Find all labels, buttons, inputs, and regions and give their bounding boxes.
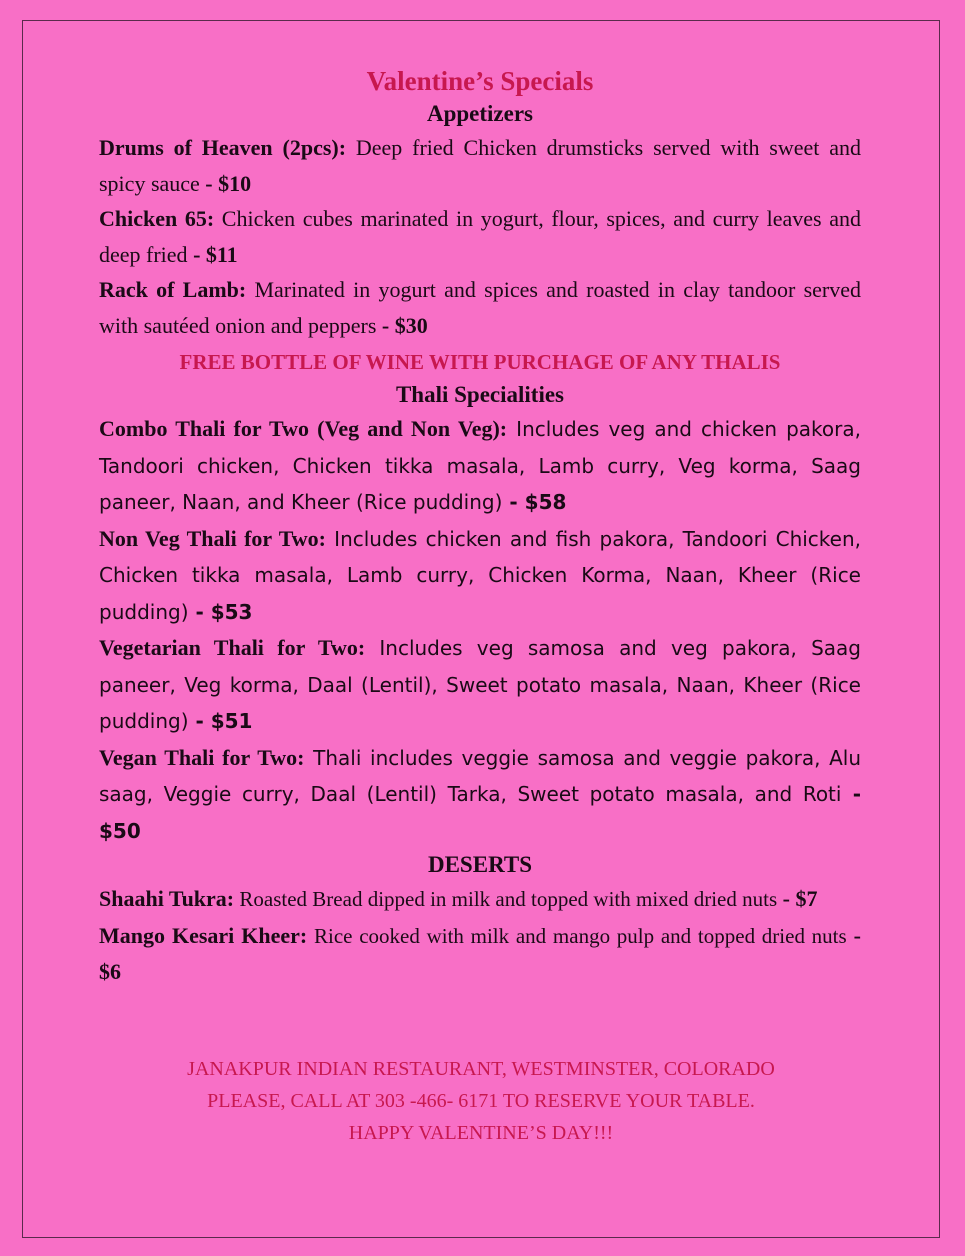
item-name: Rack of Lamb:: [99, 277, 247, 302]
item-price: - $53: [188, 599, 253, 624]
item-description: Roasted Bread dipped in milk and topped with mixed dried nuts: [234, 887, 778, 911]
menu-item-non-veg-thali: [99, 521, 861, 631]
menu-content: [99, 64, 861, 990]
promo-banner: FREE BOTTLE OF WINE WITH PURCHAGE OF ANY THALIS: [179, 350, 781, 374]
menu-item-shaahi-tukra: [99, 881, 861, 918]
item-description: Deep fried Chicken drumsticks served with sweet and spicy sauce: [99, 135, 861, 196]
menu-item-vegan-thali: [99, 740, 861, 850]
menu-item-combo-thali: [99, 411, 861, 521]
item-name: Vegan Thali for Two:: [99, 744, 305, 770]
item-name: Drums of Heaven (2pcs):: [99, 135, 347, 160]
item-description: Includes veg samosa and veg pakora, Saag paneer, Veg korma, Daal (Lentil), Sweet potato masala, Naan, Kheer (Rice pudding): [99, 636, 861, 733]
item-price: - $11: [187, 241, 238, 267]
menu-item-rack-of-lamb: [99, 272, 861, 343]
item-description: Thali includes veggie samosa and veggie pakora, Alu saag, Veggie curry, Daal (Lentil) Tarka, Sweet potato masala, and Roti: [99, 745, 862, 806]
item-name: Combo Thali for Two (Veg and Non Veg):: [99, 416, 508, 441]
item-description: Includes chicken and fish pakora, Tandoori Chicken, Chicken tikka masala, Lamb curry, Chicken Korma, Naan, Kheer (Rice pudding): [99, 526, 861, 624]
item-price: - $51: [188, 709, 253, 733]
item-price: - $6: [99, 922, 861, 984]
item-price: - $58: [502, 490, 567, 514]
item-description: Rice cooked with milk and mango pulp and topped dried nuts: [307, 923, 847, 948]
thali-heading: Thali Specialities: [395, 382, 565, 407]
appetizers-heading: Appetizers: [426, 101, 534, 126]
menu-item-drums-of-heaven: [99, 130, 861, 201]
item-name: Chicken 65:: [99, 206, 215, 231]
item-description: Includes veg and chicken pakora, Tandoori chicken, Chicken tikka masala, Lamb curry, Veg korma, Saag paneer, Naan, and Kheer (Rice pudding): [99, 417, 861, 514]
deserts-heading: DESERTS: [427, 852, 533, 877]
item-name: Vegetarian Thali for Two:: [99, 635, 366, 660]
menu-title: Valentine’s Specials: [366, 66, 594, 96]
item-price: - $7: [777, 886, 818, 911]
greeting-line: HAPPY VALENTINE’S DAY!!!: [348, 1122, 614, 1144]
item-price: - $30: [376, 312, 428, 338]
item-price: - $50: [99, 782, 862, 843]
reservation-line: PLEASE, CALL AT 303 -466- 6171 TO RESERVE YOUR TABLE.: [207, 1090, 755, 1112]
menu-item-mango-kesari-kheer: [99, 918, 861, 990]
restaurant-footer: [22, 1053, 940, 1149]
item-description: Chicken cubes marinated in yogurt, flour, spices, and curry leaves and deep fried: [99, 206, 861, 267]
restaurant-address: JANAKPUR INDIAN RESTAURANT, WESTMINSTER, COLORADO: [187, 1058, 775, 1080]
menu-item-vegetarian-thali: [99, 630, 861, 740]
menu-item-chicken-65: [99, 201, 861, 272]
item-price: - $10: [199, 170, 252, 196]
item-name: Mango Kesari Kheer:: [99, 922, 308, 948]
item-name: Non Veg Thali for Two:: [99, 525, 326, 551]
item-description: Marinated in yogurt and spices and roasted in clay tandoor served with sautéed onion and peppers: [99, 277, 861, 338]
item-name: Shaahi Tukra:: [99, 886, 235, 911]
